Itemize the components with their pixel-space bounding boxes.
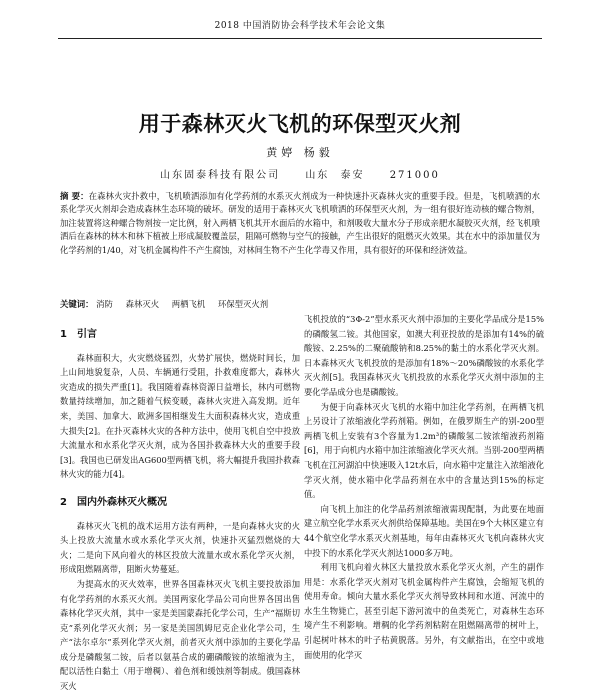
right-column: [304, 312, 544, 662]
keyword: 森林灭火: [125, 299, 160, 309]
left-column: [60, 322, 300, 694]
paragraph: 利用飞机向着火林区大量投放水系化学灭火剂，产生的副作用是：水系化学灭火剂对飞机金属构件产生腐蚀，会缩短飞机的使用寿命。倾向大量水系化学灭火剂导致林间和水道、河流中的水生生物毙亡，甚至引起下游河流中的鱼类死亡，对森林生态环境产生不利影响。增稠的化学药剂粘附在阻燃隔离带的树叶上，引起树叶林木的叶子枯黄脱落。另外，有文献指出，在空中或地面使用的化学灭: [304, 562, 544, 660]
section-title: 国内外森林灭火概况: [76, 496, 167, 508]
keyword: 环保型灭火剂: [217, 299, 269, 309]
paragraph: 为提高水的灭火效率，世界各国森林灭火飞机主要投放添加有化学药剂的水系灭火剂。美国两家化学品公司向世界各国出售森林化学灭火剂，其中一家是美国蒙森托化学公司，生产“福斯切克”系列化学灭火剂；另一家是美国凯姆尼克企业化学公司，生产“法尔卓尔”系列化学灭火剂，前者灭火剂中添加的主要化学品成分是磷酸氢二铵，后者以氨基合成的硼磷酸铵的浓缩液为主，配以活性白黏土（用于增稠）、着色剂和缓蚀剂等制成。俄国森林灭火: [60, 578, 300, 692]
keyword: 两栖飞机: [171, 299, 206, 309]
section-number: 2: [60, 496, 67, 508]
keywords: [60, 298, 540, 311]
affiliation-place: 山东 泰安: [305, 170, 365, 181]
section-number: 1: [60, 329, 67, 340]
section-title: 引言: [76, 329, 97, 340]
paragraph: 飞机投放的“3Φ-2”型水系灭火剂中添加的主要化学品成分是15%的磷酸氢二铵。其他国家，如澳大利亚投放的是添加有14%的硫酸铵、2.25%的二聚硫酸钠和8.25%的黏土的水系化学灭火剂。日本森林灭火飞机投放的是添加有18%～20%磷酸铵的水系化学灭火剂[5]。我国森林灭火飞机投放的水系化学灭火剂中添加的主要化学品成分也是磷酸铵。: [304, 314, 544, 397]
abstract-label: 摘 要：: [60, 191, 89, 201]
paragraph: 森林灭火飞机的战术运用方法有两种，一是向森林火灾的火头上投放大流量水或水系化学灭火剂，快速扑灭猛烈燃烧的大火；二是向下风向着火的林区投放大流量水或水系化学灭火剂，形成阻燃隔离带，阻断火势蔓延。: [60, 520, 300, 575]
paper-title: 用于森林灭火飞机的环保型灭火剂: [138, 112, 462, 136]
affiliation: [0, 166, 600, 181]
running-header: 2018 中国消防协会科学技术年会论文集: [214, 21, 386, 31]
keyword: 消防: [96, 299, 113, 309]
paragraph: 森林面积大，火灾燃烧猛烈，火势扩展快，燃烧时间长，加上山间地貌复杂，人员、车辆通行受阻，扑救难度都大，森林火灾造成的损失严重[1]。我国随着森林资源日益增长，林内可燃物数量持续增加，加之随着气候变暖，森林火灾进入高发期。近年来，美国、加拿大、欧洲多国相继发生大面积森林火灾，造成重大损失[2]。在扑灭森林火灾的各种方法中，使用飞机自空中投放大流量水和水系化学灭火剂，成为各国扑救森林大火的重要手段[3]。我国也已研发出AG600型两栖飞机，将大幅提升我国扑救森林火灾的能力[4]。: [60, 352, 300, 480]
authors: 黄婷 杨毅: [266, 146, 334, 159]
keywords-label: 关键词：: [60, 299, 94, 309]
abstract: [60, 190, 540, 257]
affiliation-org: 山东固泰科技有限公司: [160, 170, 281, 181]
section-heading-intro: [60, 328, 300, 343]
paragraph: 为便于向森林灭火飞机的水箱中加注化学药剂，在两栖飞机上另设计了浓缩液化学药剂箱。例如，在俄罗斯生产的别-200型两栖飞机上安装有3个容量为1.2m³的磷酸氢二铵浓缩液药剂箱[6]，用于向机内水箱中加注浓缩液化学灭火剂。当别-200型两栖飞机在江河湖泊中快速吸入12t水后，向水箱中定量注入浓缩液化学灭火剂，使水箱中化学品药剂在水中的含量达到15%的标定值。: [304, 401, 544, 500]
section-heading-overview: [60, 496, 300, 511]
header-rule: [58, 38, 542, 39]
abstract-text: 在森林火灾扑救中，飞机喷洒添加有化学药剂的水系灭火剂成为一种快速扑灭森林火灾的重要手段。但是，飞机喷洒的水系化学灭火剂却会造成森林生态环境的破坏。研发的适用于森林灭火飞机喷洒的环保型灭火剂，为一组有很好连动核的螺合物剂，加注装置将这种螺合物剂按一定比例，射入两栖飞机其开水面后的水箱中，和剂吸收大量水分子形成亲肥水凝胶灭火剂，经飞机喷洒后在森林的林木和林下植被上形成凝胶覆盖层，阻隔可燃物与空气的接触，产生出很好的阻燃灭火效果。其在水中的添加量仅为化学药剂的1/40，对飞机金属构件不产生腐蚀，对林间生物不产生化学毒又作用，具有很好的环保和经济效益。: [60, 191, 540, 255]
paragraph: 向飞机上加注的化学品药剂浓缩液需现配制，为此要在地面建立航空化学水系灭火剂供给保障基地。美国在9个大林区建立有44个航空化学水系灭火剂基地，每年由森林灭火飞机向森林火灾中投下的水系化学灭火剂达1000多万吨。: [304, 503, 544, 558]
affiliation-postcode: 271000: [389, 170, 440, 181]
